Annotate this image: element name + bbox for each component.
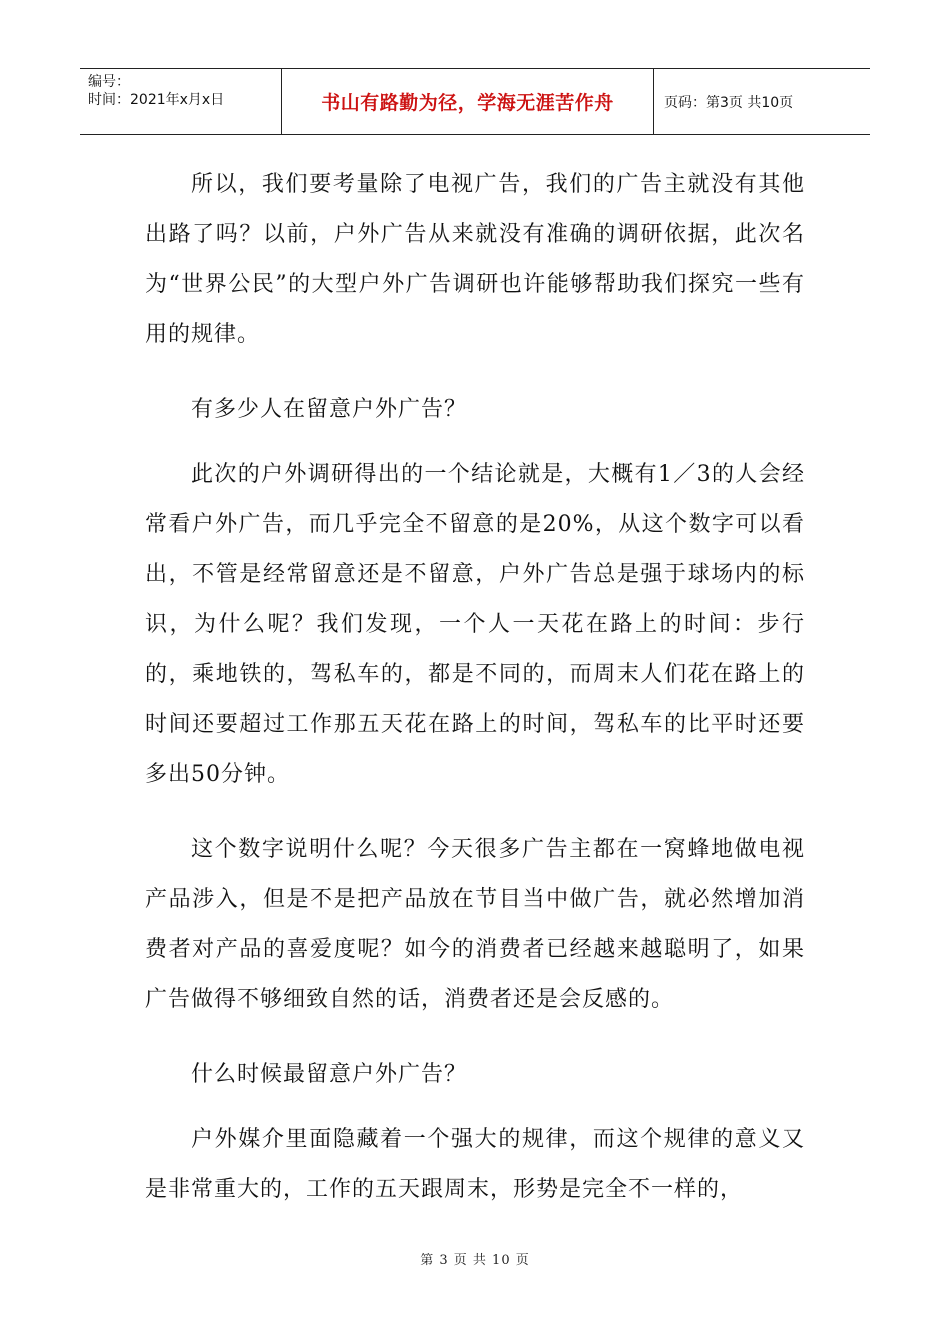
document-number-label: 编号： bbox=[88, 74, 130, 90]
page-header bbox=[80, 68, 870, 135]
paragraph: 户外媒介里面隐藏着一个强大的规律，而这个规律的意义又是非常重大的，工作的五天跟周末，形势是完全不一样的， bbox=[145, 1127, 805, 1202]
section-heading: 什么时候最留意户外广告？ bbox=[191, 1062, 468, 1087]
paragraph: 此次的户外调研得出的一个结论就是，大概有1／3的人会经常看户外广告，而几乎完全不留意的是20%，从这个数字可以看出，不管是经常留意还是不留意，户外广告总是强于球场内的标识，为什么呢？我们发现，一个人一天花在路上的时间：步行的，乘地铁的，驾私车的，都是不同的，而周末人们花在路上的时间还要超过工作那五天花在路上的时间，驾私车的比平时还要多出50分钟。 bbox=[145, 462, 805, 787]
paragraph: 这个数字说明什么呢？今天很多广告主都在一窝蜂地做电视产品涉入，但是不是把产品放在节目当中做广告，就必然增加消费者对产品的喜爱度呢？如今的消费者已经越来越聪明了，如果广告做得不够细致自然的话，消费者还是会反感的。 bbox=[145, 837, 805, 1012]
paragraph: 所以，我们要考量除了电视广告，我们的广告主就没有其他出路了吗？以前，户外广告从来就没有准确的调研依据，此次名为“世界公民”的大型户外广告调研也许能够帮助我们探究一些有用的规律。 bbox=[145, 172, 805, 347]
page-footer: 第 3 页 共 10 页 bbox=[420, 1253, 530, 1268]
header-page-info: 页码：第3页 共10页 bbox=[664, 94, 794, 111]
document-date-label: 时间：2021年x月x日 bbox=[88, 92, 225, 108]
header-meta bbox=[80, 69, 282, 134]
header-motto: 书山有路勤为径，学海无涯苦作舟 bbox=[282, 69, 654, 134]
document-body bbox=[145, 160, 805, 1240]
section-heading: 有多少人在留意户外广告？ bbox=[191, 397, 468, 422]
